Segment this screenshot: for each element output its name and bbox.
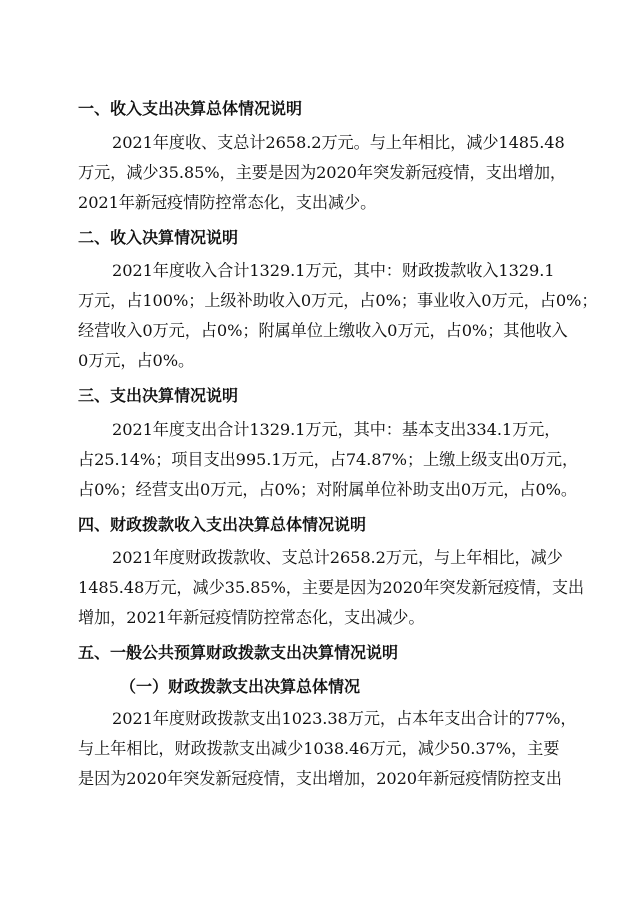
section-4-heading: 四、财政拨款收入支出决算总体情况说明 [78, 515, 367, 534]
section-1-heading: 一、收入支出决算总体情况说明 [78, 99, 303, 118]
section-5-heading: 五、一般公共预算财政拨款支出决算情况说明 [78, 643, 399, 662]
section-2-heading: 二、收入决算情况说明 [78, 228, 239, 247]
section-2-line-1: 2021年度收入合计1329.1万元，其中：财政拨款收入1329.1 [112, 261, 555, 280]
section-4-line-2: 1485.48万元，减少35.85%，主要是因为2020年突发新冠疫情，支出 [78, 578, 584, 597]
section-3-line-2: 占25.14%；项目支出995.1万元，占74.87%；上缴上级支出0万元， [78, 450, 579, 469]
section-1-line-3: 2021年新冠疫情防控常态化，支出减少。 [78, 193, 377, 212]
section-3-line-1: 2021年度支出合计1329.1万元，其中：基本支出334.1万元， [112, 420, 561, 439]
section-1-line-1: 2021年度收、支总计2658.2万元。与上年相比，减少1485.48 [112, 133, 565, 152]
section-4-line-1: 2021年度财政拨款收、支总计2658.2万元，与上年相比，减少 [112, 548, 563, 567]
section-4-line-3: 增加，2021年新冠疫情防控常态化，支出减少。 [78, 608, 425, 627]
section-2-line-3: 经营收入0万元，占0%；附属单位上缴收入0万元，占0%；其他收入 [78, 321, 568, 340]
section-5-line-3: 是因为2020年突发新冠疫情，支出增加，2020年新冠疫情防控支出 [78, 769, 562, 788]
section-1-line-2: 万元，减少35.85%，主要是因为2020年突发新冠疫情，支出增加， [78, 163, 567, 182]
section-3-line-3: 占0%；经营支出0万元，占0%；对附属单位补助支出0万元，占0%。 [78, 480, 578, 499]
section-2-line-4: 0万元，占0%。 [78, 351, 195, 370]
section-3-heading: 三、支出决算情况说明 [78, 386, 239, 405]
section-2-line-2: 万元，占100%；上级补助收入0万元，占0%；事业收入0万元，占0%； [78, 291, 598, 310]
section-5-line-1: 2021年度财政拨款支出1023.38万元，占本年支出合计的77%， [112, 709, 577, 728]
section-5-line-2: 与上年相比，财政拨款支出减少1038.46万元，减少50.37%，主要 [78, 739, 560, 758]
section-5-subheading: （一）财政拨款支出决算总体情况 [120, 677, 361, 696]
